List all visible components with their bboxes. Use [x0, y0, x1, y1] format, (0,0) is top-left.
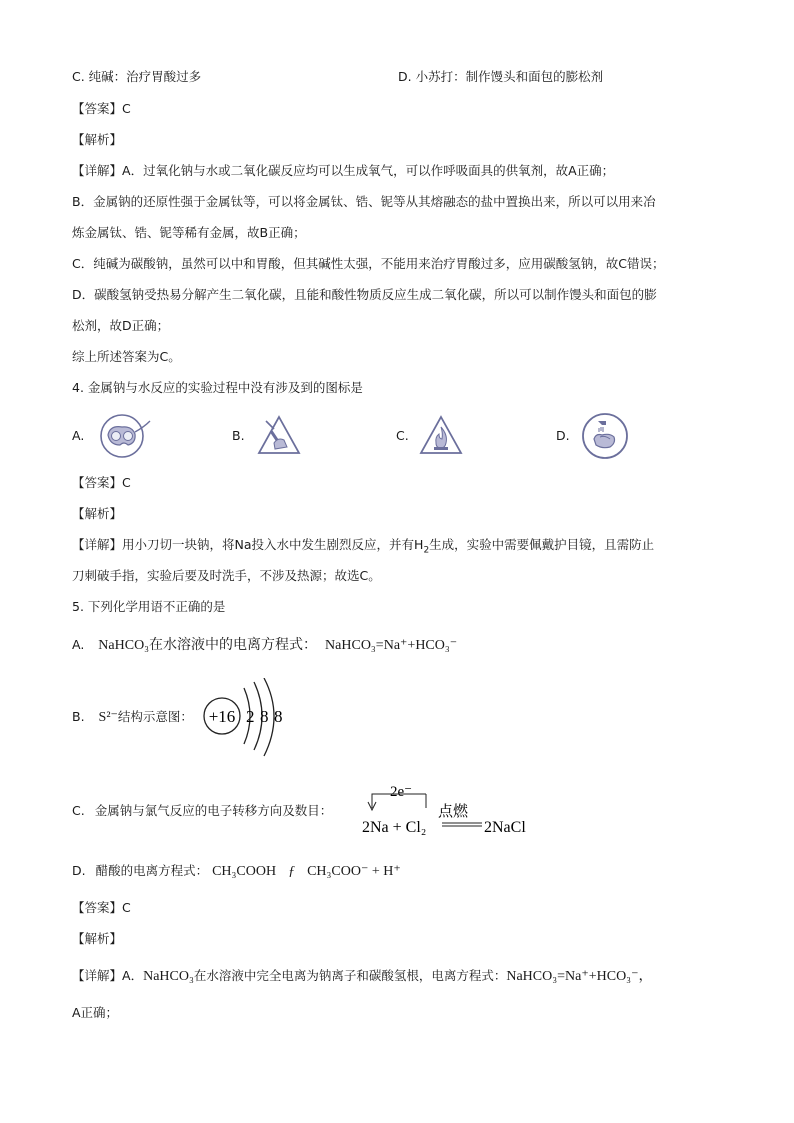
q4-answer-line [72, 474, 131, 492]
q5-a-text: NaHCO₃在水溶液中的电离方程式： [98, 638, 318, 653]
q4-option-a-label: A. [72, 428, 85, 443]
q5-d-text: 醋酸的电离方程式： [95, 863, 209, 878]
q5-detail-a-3: 在水溶液中完全电离为钠离子和碳酸氢根，电离方程式： [193, 968, 507, 983]
q5-a-equation: NaHCO₃=Na⁺+HCO₃⁻ [325, 638, 458, 653]
q5-d-prefix: D. [72, 863, 86, 878]
shell-1-electrons: 2 [246, 707, 255, 726]
q4-answer-label: 【答案】 [72, 475, 123, 490]
q4-option-c-label: C. [396, 428, 409, 443]
q4-detail-line2: 刀刺破手指，实验后要及时洗手，不涉及热源；故选C。 [72, 568, 381, 583]
q5-d-eq-left: CH₃COOH [212, 864, 277, 879]
summary: 综上所述答案为C。 [72, 349, 181, 364]
goggles-icon [98, 413, 154, 463]
detail-b-line1: B．金属钠的还原性强于金属钛等，可以将金属钛、锆、铌等从其熔融态的盐中置换出来，所以可以用来冶 [72, 194, 656, 209]
q5-detail-a-2: NaHCO₃ [143, 969, 194, 984]
q5-option-a [72, 636, 457, 655]
q4-stem: 4. 金属钠与水反应的实验过程中没有涉及到的图标是 [72, 380, 363, 395]
q5-detail-label: 【详解】 [72, 968, 123, 983]
equation-right: 2NaCl [484, 819, 526, 836]
equation-left: 2Na + Cl₂ [362, 819, 427, 836]
reaction-condition: 点燃 [438, 803, 469, 820]
electron-count: 2e⁻ [390, 784, 413, 800]
q5-c-text: 金属钠与氯气反应的电子转移方向及数目： [94, 803, 333, 818]
q4-analysis-label: 【解析】 [72, 506, 123, 521]
answer-label: 【答案】 [72, 101, 123, 116]
q5-option-c [72, 802, 332, 820]
q5-option-b [72, 708, 193, 727]
q5-b-prefix: B. [72, 709, 85, 724]
q5-detail-a-1: A． [122, 968, 144, 983]
answer-value: C [122, 101, 131, 116]
shell-2-electrons: 8 [260, 707, 269, 726]
q4-option-b-label: B. [232, 428, 245, 443]
detail-d-line2: 松剂，故D正确； [72, 318, 170, 333]
q5-analysis-label: 【解析】 [72, 931, 123, 946]
q5-c-prefix: C. [72, 803, 85, 818]
detail-b-line2: 炼金属钛、锆、铌等稀有金属，故B正确； [72, 225, 306, 240]
q4-answer-value: C [122, 475, 131, 490]
detail-d-line1: D．碳酸氢钠受热易分解产生二氧化碳，且能和酸性物质反应生成二氧化碳，所以可以制作馒头和面包的膨 [72, 287, 657, 302]
analysis-label: 【解析】 [72, 132, 123, 147]
q5-option-d [72, 862, 401, 881]
q5-answer-label: 【答案】 [72, 900, 123, 915]
q5-b-ion: S²⁻ [98, 710, 118, 725]
hand-wash-icon [580, 411, 630, 465]
detail-label: 【详解】 [72, 163, 123, 178]
detail-a-text: A．过氧化钠与水或二氧化碳反应均可以生成氧气，可以作呼吸面具的供氧剂，故A正确； [122, 163, 615, 178]
q5-detail-line1 [72, 967, 652, 986]
option-d: D. 小苏打：制作馒头和面包的膨松剂 [398, 69, 604, 84]
q5-answer-line [72, 899, 131, 917]
q5-d-eq-right: CH₃COO⁻ + H⁺ [307, 864, 401, 879]
nucleus-charge: +16 [208, 707, 236, 726]
q4-option-d-label: D. [556, 428, 570, 443]
q5-detail-line2: A正确； [72, 1005, 119, 1020]
sulfide-ion-structure-diagram [198, 678, 308, 762]
q4-detail-label: 【详解】 [72, 537, 123, 552]
detail-a [72, 162, 614, 180]
q5-a-prefix: A. [72, 637, 85, 652]
flame-icon [418, 413, 464, 463]
q4-detail-text-1: 用小刀切一块钠，将Na投入水中发生剧烈反应，并有H [122, 537, 424, 552]
q4-detail-text-2: 生成，实验中需要佩戴护目镜，且需防止 [429, 537, 655, 552]
detail-c: C．纯碱为碳酸钠，虽然可以中和胃酸，但其碱性太强，不能用来治疗胃酸过多，应用碳酸氢钠，故C错误； [72, 256, 665, 271]
q5-b-text: 结构示意图： [117, 709, 193, 724]
q5-stem: 5. 下列化学用语不正确的是 [72, 599, 226, 614]
q4-detail-line1 [72, 536, 654, 554]
answer-line [72, 100, 131, 118]
q5-answer-value: C [122, 900, 131, 915]
electron-transfer-equation [358, 780, 548, 844]
cut-hazard-icon [256, 413, 302, 463]
shell-3-electrons: 8 [274, 707, 283, 726]
q5-detail-a-4: NaHCO₃=Na⁺+HCO₃⁻， [506, 969, 653, 984]
subscript: 2 [423, 545, 430, 556]
q5-d-eq-symbol: ƒ [288, 864, 296, 879]
option-c: C. 纯碱：治疗胃酸过多 [72, 69, 202, 84]
